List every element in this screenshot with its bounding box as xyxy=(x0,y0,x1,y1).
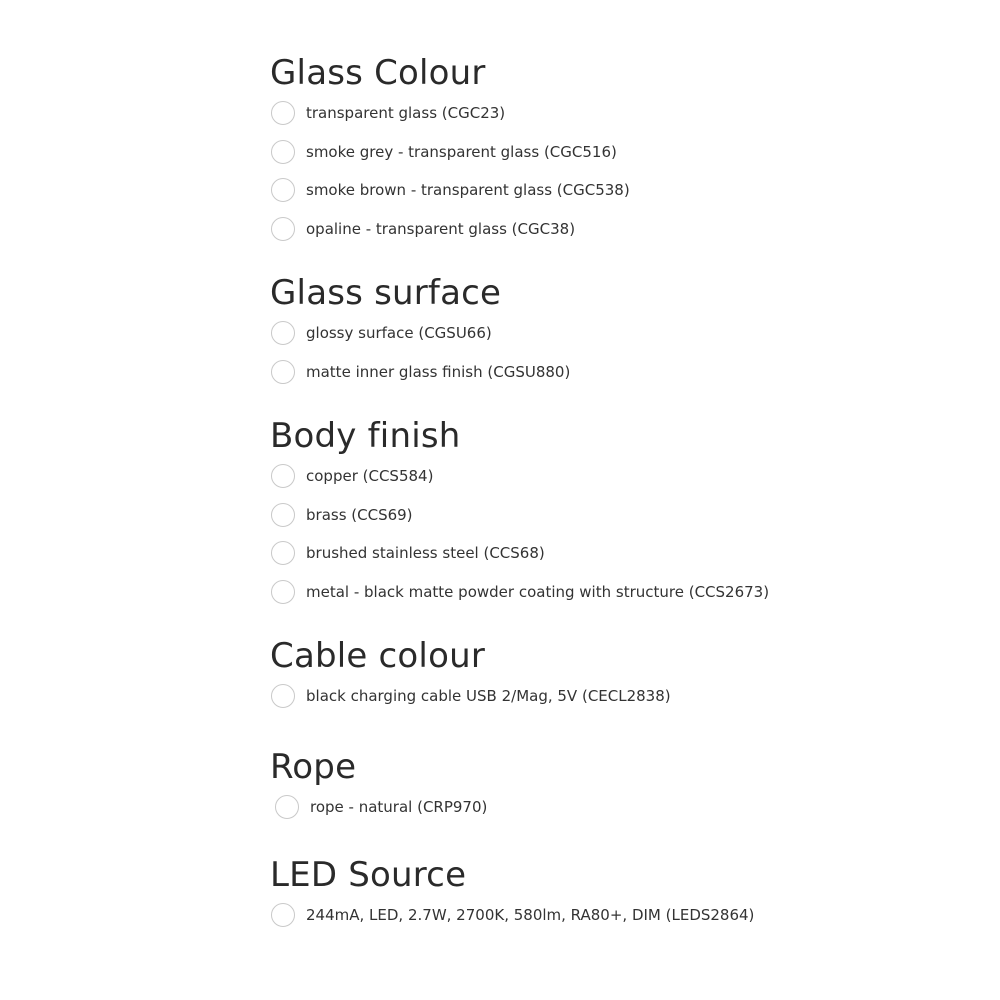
option-label: brass (CCS69) xyxy=(306,505,413,524)
radio-button[interactable] xyxy=(271,140,295,164)
option-label: matte inner glass finish (CGSU880) xyxy=(306,362,571,381)
option-brass[interactable] xyxy=(270,496,910,535)
group-title: Glass surface xyxy=(270,273,502,313)
option-label: 244mA, LED, 2.7W, 2700K, 580lm, RA80+, DIM (LEDS2864) xyxy=(306,906,755,925)
option-label: metal - black matte powder coating with structure (CCS2673) xyxy=(306,582,770,601)
group-title: Rope xyxy=(270,746,357,787)
option-label: rope - natural (CRP970) xyxy=(310,797,488,816)
radio-button[interactable] xyxy=(271,464,295,488)
option-smoke-brown[interactable] xyxy=(270,171,910,210)
product-options xyxy=(270,52,910,935)
radio-button[interactable] xyxy=(271,217,295,241)
radio-button[interactable] xyxy=(271,684,295,708)
group-title: Body finish xyxy=(270,416,461,456)
radio-button[interactable] xyxy=(271,903,295,927)
radio-button[interactable] xyxy=(271,580,295,604)
option-label: smoke brown - transparent glass (CGC538) xyxy=(306,181,630,200)
option-label: smoke grey - transparent glass (CGC516) xyxy=(306,142,617,161)
radio-button[interactable] xyxy=(271,321,295,345)
option-glossy-surface[interactable] xyxy=(270,314,910,353)
option-group-rope xyxy=(270,746,910,827)
option-label: opaline - transparent glass (CGC38) xyxy=(306,219,576,238)
option-brushed-stainless-steel[interactable] xyxy=(270,534,910,573)
option-label: glossy surface (CGSU66) xyxy=(306,324,492,343)
radio-button[interactable] xyxy=(271,360,295,384)
radio-button[interactable] xyxy=(271,101,295,125)
option-rope-natural[interactable] xyxy=(270,788,910,827)
radio-button[interactable] xyxy=(271,178,295,202)
group-title: Cable colour xyxy=(270,636,485,676)
option-group-cable-colour xyxy=(270,635,910,716)
option-group-glass-surface xyxy=(270,272,910,391)
option-group-led-source xyxy=(270,854,910,935)
option-label: transparent glass (CGC23) xyxy=(306,104,506,123)
option-transparent-glass[interactable] xyxy=(270,94,910,133)
option-label: copper (CCS584) xyxy=(306,467,434,486)
option-group-glass-colour xyxy=(270,52,910,248)
option-matte-inner-finish[interactable] xyxy=(270,353,910,392)
group-title: LED Source xyxy=(270,855,467,895)
option-group-body-finish xyxy=(270,415,910,611)
option-smoke-grey[interactable] xyxy=(270,133,910,172)
option-copper[interactable] xyxy=(270,457,910,496)
option-opaline[interactable] xyxy=(270,210,910,249)
radio-button[interactable] xyxy=(275,795,299,819)
option-black-matte-metal[interactable] xyxy=(270,573,910,612)
option-label: black charging cable USB 2/Mag, 5V (CECL2838) xyxy=(306,687,671,706)
option-label: brushed stainless steel (CCS68) xyxy=(306,544,545,563)
radio-button[interactable] xyxy=(271,541,295,565)
radio-button[interactable] xyxy=(271,503,295,527)
option-black-charging-cable[interactable] xyxy=(270,677,910,716)
option-led-source[interactable] xyxy=(270,896,910,935)
group-title: Glass Colour xyxy=(270,53,486,93)
